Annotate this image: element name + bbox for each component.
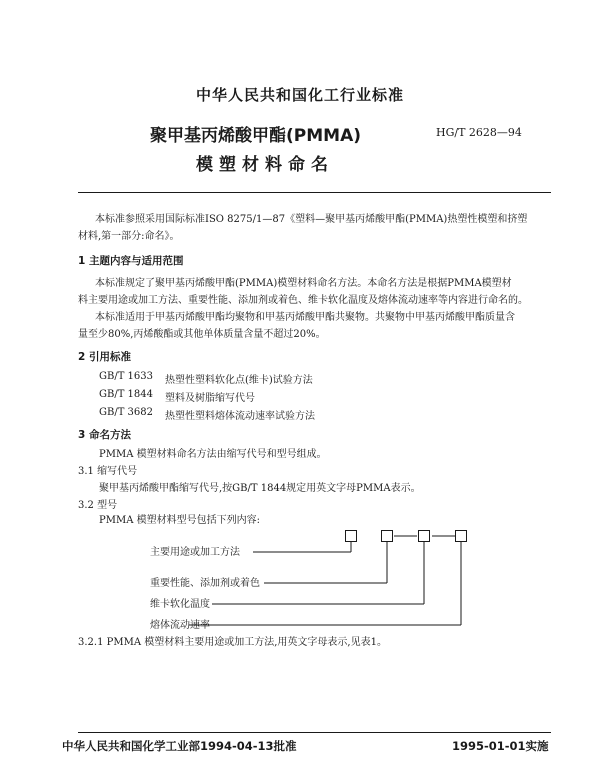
diagram-label: 维卡软化温度 xyxy=(150,599,210,610)
section-3-1-heading: 3.1 缩写代号 xyxy=(78,466,138,477)
section-1-p1-line2: 料主要用途或加工方法、重要性能、添加剂或着色、维卡软化温度及熔体流动速率等内容进行命名的。 xyxy=(78,295,528,306)
section-3-intro: PMMA 模塑材料命名方法由缩写代号和型号组成。 xyxy=(99,449,327,460)
intro-line-2: 材料,第一部分:命名》。 xyxy=(78,231,180,242)
section-3-2-heading: 3.2 型号 xyxy=(78,500,118,511)
section-3-2-text: PMMA 模塑材料型号包括下列内容: xyxy=(99,515,260,526)
designation-box xyxy=(345,530,357,542)
reference-code: GB/T 1633 xyxy=(99,371,154,382)
section-3-2-1-text: 3.2.1 PMMA 模塑材料主要用途或加工方法,用英文字母表示,见表1。 xyxy=(78,637,387,648)
designation-box xyxy=(418,530,430,542)
diagram-label: 熔体流动速率 xyxy=(150,620,210,631)
intro-line-1: 本标准参照采用国际标准ISO 8275/1—87《塑料—聚甲基丙烯酸甲酯(PMMA)热塑性模塑和挤塑 xyxy=(95,214,528,225)
document-subtitle: 模塑材料命名 xyxy=(196,155,334,175)
designation-box xyxy=(381,530,393,542)
section-3-heading: 3 命名方法 xyxy=(78,429,131,441)
footer-rule xyxy=(78,732,551,733)
section-1-p1-line1: 本标准规定了聚甲基丙烯酸甲酯(PMMA)模塑材料命名方法。本命名方法是根据PMMA模塑材 xyxy=(95,278,512,289)
section-2-heading: 2 引用标准 xyxy=(78,351,131,363)
standard-number: HG/T 2628—94 xyxy=(436,126,522,139)
diagram-label: 主要用途或加工方法 xyxy=(150,547,240,558)
document-title: 聚甲基丙烯酸甲酯(PMMA) xyxy=(150,126,361,146)
reference-code: GB/T 1844 xyxy=(99,389,154,400)
standard-category: 中华人民共和国化工行业标准 xyxy=(195,86,404,104)
reference-title: 塑料及树脂缩写代号 xyxy=(165,393,255,404)
designation-box xyxy=(455,530,467,542)
reference-code: GB/T 3682 xyxy=(99,407,154,418)
reference-title: 热塑性塑料软化点(维卡)试验方法 xyxy=(165,375,313,386)
reference-title: 热塑性塑料熔体流动速率试验方法 xyxy=(165,411,315,422)
implementation-date: 1995-01-01实施 xyxy=(452,739,549,753)
section-3-1-text: 聚甲基丙烯酸甲酯缩写代号,按GB/T 1844规定用英文字母PMMA表示。 xyxy=(99,483,421,494)
section-1-p2-line1: 本标准适用于甲基丙烯酸甲酯均聚物和甲基丙烯酸甲酯共聚物。共聚物中甲基丙烯酸甲酯质量含 xyxy=(95,312,515,323)
section-1-heading: 1 主题内容与适用范围 xyxy=(78,255,184,267)
approval-statement: 中华人民共和国化学工业部1994-04-13批准 xyxy=(62,739,297,753)
diagram-label: 重要性能、添加剂或着色 xyxy=(150,578,260,589)
section-1-p2-line2: 量至少80%,丙烯酸酯或其他单体质量含量不超过20%。 xyxy=(78,329,326,340)
